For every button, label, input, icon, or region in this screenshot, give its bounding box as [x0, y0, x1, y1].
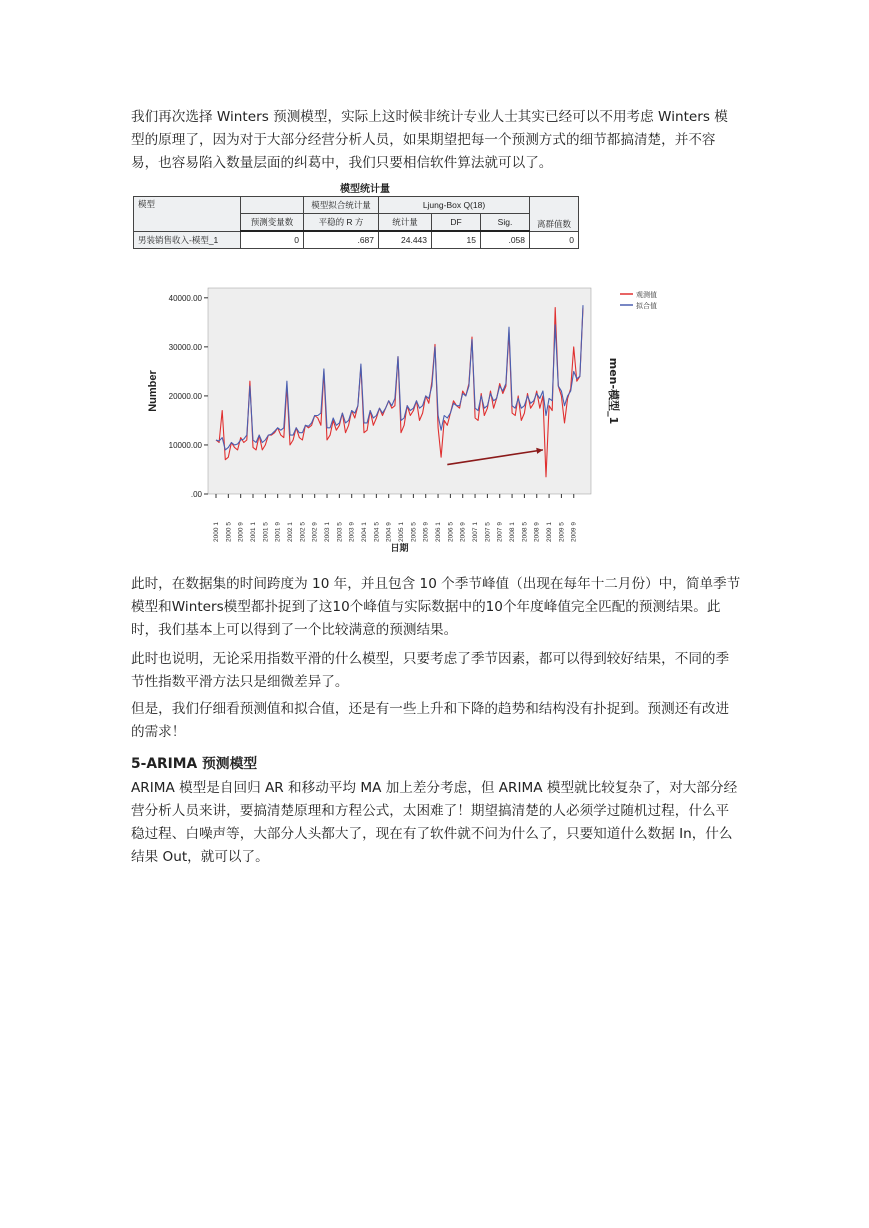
row-model-name: 男装销售收入-模型_1	[134, 231, 241, 249]
x-tick-label: 2005 5	[410, 522, 418, 542]
right-series-label: men-模型_1	[607, 357, 620, 425]
cell-outliers: 0	[530, 231, 579, 249]
x-tick-label: 2001 5	[262, 522, 270, 542]
x-tick-label: 2004 5	[373, 522, 381, 542]
x-tick-label: 2002 1	[287, 522, 295, 542]
x-tick-label: 2005 1	[398, 522, 406, 542]
x-tick-label: 2007 9	[496, 522, 504, 542]
header-outliers: 离群值数	[530, 197, 579, 232]
x-tick-label: 2001 9	[274, 522, 282, 542]
legend-label: 观测值	[636, 291, 657, 299]
x-tick-label: 2009 9	[570, 522, 578, 542]
y-tick-label: 10000.00	[168, 440, 202, 450]
legend-label: 拟合值	[636, 302, 657, 310]
x-tick-label: 2005 9	[422, 522, 430, 542]
conclusion-paragraph: 此时也说明，无论采用指数平滑的什么模型，只要考虑了季节因素，都可以得到较好结果，不同的季节性指数平滑方法只是细微差异了。	[131, 651, 730, 690]
x-tick-label: 2006 1	[435, 522, 443, 542]
section-heading: 5-ARIMA 预测模型	[131, 756, 258, 772]
header-ljung-group: Ljung-Box Q(18)	[379, 197, 530, 214]
x-tick-label: 2000 1	[213, 522, 220, 542]
x-tick-label: 2000 9	[237, 522, 245, 542]
y-tick-label: 30000.00	[168, 342, 202, 352]
x-tick-label: 2009 5	[558, 522, 566, 542]
forecast-chart	[130, 270, 670, 565]
x-tick-label: 2003 9	[348, 522, 356, 542]
y-tick-label: 20000.00	[168, 391, 202, 401]
cell-predictors: 0	[241, 231, 304, 249]
x-tick-label: 2009 1	[546, 522, 554, 542]
cell-stat: 24.443	[379, 231, 432, 249]
x-tick-label: 2000 5	[225, 522, 233, 542]
y-tick-label: .00	[190, 490, 202, 499]
x-tick-label: 2007 1	[472, 522, 480, 542]
x-tick-label: 2004 9	[385, 522, 393, 542]
header-df: DF	[432, 214, 481, 232]
header-model: 模型	[134, 197, 241, 232]
model-stats-table	[133, 196, 579, 249]
x-tick-label: 2008 9	[533, 522, 541, 542]
header-fit-group: 模型拟合统计量	[304, 197, 379, 214]
chart-svg	[130, 270, 670, 565]
x-tick-label: 2006 5	[447, 522, 455, 542]
improvement-paragraph: 但是，我们仔细看预测值和拟合值，还是有一些上升和下降的趋势和结构没有扑捉到。预测还有改进的需求！	[131, 701, 730, 740]
header-stat: 统计量	[379, 214, 432, 232]
y-tick-label: 40000.00	[168, 293, 202, 303]
result-paragraph: 此时，在数据集的时间跨度为 10 年，并且包含 10 个季节峰值（出现在每年十二月份）中，简单季节模型和Winters模型都扑捉到了这10个峰值与实际数据中的10个年度峰值完全匹配的预测结果。此时，我们基本上可以得到了一个比较满意的预测结果。	[131, 576, 741, 638]
x-tick-label: 2006 9	[459, 522, 467, 542]
x-tick-label: 2001 1	[250, 522, 258, 542]
x-tick-label: 2002 9	[311, 522, 319, 542]
header-rsq: 平稳的 R 方	[304, 214, 379, 232]
x-tick-label: 2003 5	[336, 522, 344, 542]
x-tick-label: 2007 5	[484, 522, 492, 542]
x-tick-label: 2008 5	[521, 522, 529, 542]
header-predictors: 预测变量数	[241, 214, 304, 232]
header-sig: Sig.	[481, 214, 530, 232]
x-tick-label: 2004 1	[361, 522, 369, 542]
cell-df: 15	[432, 231, 481, 249]
arima-paragraph: ARIMA 模型是自回归 AR 和移动平均 MA 加上差分考虑，但 ARIMA 模型就比较复杂了，对大部分经营分析人员来讲，要搞清楚原理和方程公式，太困难了！期望搞清楚的人必须学过随机过程，什么平稳过程、白噪声等，大部分人头都大了，现在有了软件就不问为什么了，只要知道什么数据 In，什么结果 Out，就可以了。	[131, 780, 738, 865]
x-tick-label: 2003 1	[324, 522, 332, 542]
cell-rsq: .687	[304, 231, 379, 249]
x-axis-label: 日期	[390, 544, 409, 554]
intro-paragraph: 我们再次选择 Winters 预测模型，实际上这时候非统计专业人士其实已经可以不用考虑 Winters 模型的原理了，因为对于大部分经营分析人员，如果期望把每一个预测方式的细节都搞清楚，并不容易，也容易陷入数量层面的纠葛中，我们只要相信软件算法就可以了。	[131, 109, 728, 171]
stats-table-title: 模型统计量	[340, 184, 390, 195]
header-blank	[241, 197, 304, 214]
y-axis-label: Number	[147, 370, 159, 412]
x-tick-label: 2008 1	[509, 522, 517, 542]
x-tick-label: 2002 5	[299, 522, 307, 542]
cell-sig: .058	[481, 231, 530, 249]
